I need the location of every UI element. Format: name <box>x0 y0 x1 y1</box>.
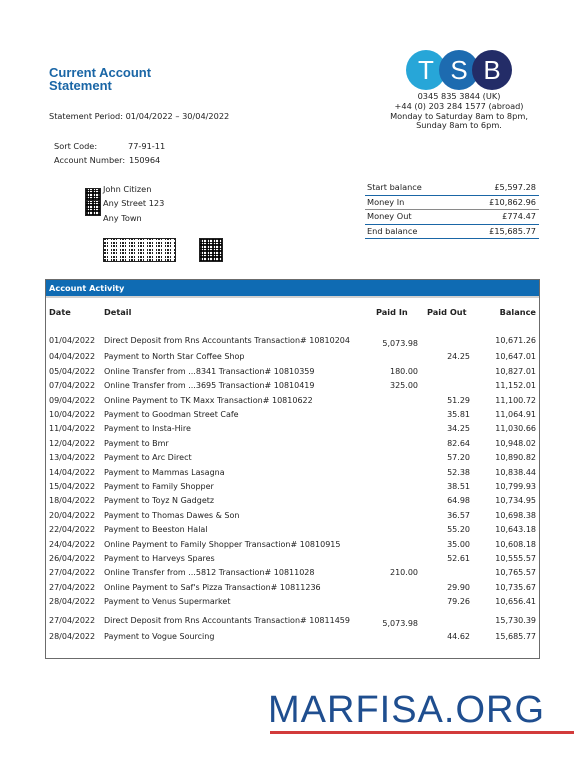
cell-balance: 10,838.44 <box>495 468 536 477</box>
cell-date: 05/04/2022 <box>49 367 96 376</box>
cell-date: 27/04/2022 <box>49 616 96 625</box>
contact-hours-weekday: Monday to Saturday 8am to 8pm, <box>390 110 528 121</box>
table-row <box>46 567 539 579</box>
cell-date: 10/04/2022 <box>49 410 96 419</box>
table-row <box>46 351 539 363</box>
cell-paid-in: 180.00 <box>390 367 418 376</box>
cell-date: 15/04/2022 <box>49 482 96 491</box>
cell-paid-out: 44.62 <box>447 632 470 641</box>
cell-detail: Online Payment to Family Shopper Transaction# 10810915 <box>104 540 341 549</box>
cell-detail: Payment to Beeston Halal <box>104 525 208 534</box>
cell-date: 12/04/2022 <box>49 439 96 448</box>
cell-balance: 10,734.95 <box>495 496 536 505</box>
cell-date: 13/04/2022 <box>49 453 96 462</box>
cell-paid-out: 36.57 <box>447 511 470 520</box>
cell-balance: 11,152.01 <box>495 381 536 390</box>
cell-paid-in: 210.00 <box>390 568 418 577</box>
cell-date: 01/04/2022 <box>49 336 96 345</box>
statement-title-line2: Statement <box>49 78 112 93</box>
summary-label: Money In <box>367 196 405 207</box>
cell-detail: Online Transfer from ...3695 Transaction# 10810419 <box>104 381 315 390</box>
table-row <box>46 524 539 536</box>
cell-date: 28/04/2022 <box>49 632 96 641</box>
cell-date: 18/04/2022 <box>49 496 96 505</box>
cell-paid-out: 52.38 <box>447 468 470 477</box>
table-row <box>46 615 539 627</box>
cell-balance: 10,948.02 <box>495 439 536 448</box>
cell-paid-out: 34.25 <box>447 424 470 433</box>
cell-detail: Payment to Arc Direct <box>104 453 192 462</box>
cell-date: 27/04/2022 <box>49 568 96 577</box>
cell-date: 11/04/2022 <box>49 424 96 433</box>
cell-balance: 10,608.18 <box>495 540 536 549</box>
cell-detail: Online Payment to TK Maxx Transaction# 10810622 <box>104 396 313 405</box>
customer-street: Any Street 123 <box>103 198 165 208</box>
statement-title <box>49 66 151 92</box>
cell-balance: 10,656.41 <box>495 597 536 606</box>
cell-detail: Online Transfer from ...5812 Transaction# 10811028 <box>104 568 315 577</box>
cell-detail: Payment to Family Shopper <box>104 482 214 491</box>
sort-code-value: 77-91-11 <box>128 141 166 151</box>
table-row <box>46 380 539 392</box>
tsb-logo <box>406 50 512 90</box>
watermark-text: MARFISA.ORG <box>268 689 546 731</box>
cell-date: 27/04/2022 <box>49 583 96 592</box>
customer-name: John Citizen <box>103 184 152 194</box>
cell-detail: Payment to Bmr <box>104 439 169 448</box>
cell-date: 22/04/2022 <box>49 525 96 534</box>
column-header-detail: Detail <box>104 307 132 317</box>
summary-row-start-balance <box>365 181 539 196</box>
cell-date: 24/04/2022 <box>49 540 96 549</box>
table-row <box>46 539 539 551</box>
cell-paid-out: 38.51 <box>447 482 470 491</box>
cell-detail: Direct Deposit from Rns Accountants Transaction# 10811459 <box>104 616 350 625</box>
qr-code-small-2 <box>85 200 101 216</box>
table-row <box>46 467 539 479</box>
table-row <box>46 438 539 450</box>
table-row <box>46 335 539 347</box>
cell-paid-in: 5,073.98 <box>382 339 418 348</box>
cell-balance: 10,890.82 <box>495 453 536 462</box>
cell-detail: Payment to Mammas Lasagna <box>104 468 225 477</box>
logo-letter-s: S <box>439 50 479 90</box>
cell-date: 26/04/2022 <box>49 554 96 563</box>
cell-balance: 11,064.91 <box>495 410 536 419</box>
cell-date: 14/04/2022 <box>49 468 96 477</box>
table-row <box>46 582 539 594</box>
account-activity-table <box>45 279 540 659</box>
customer-town: Any Town <box>103 213 142 223</box>
summary-label: Money Out <box>367 211 412 221</box>
bank-contact <box>372 92 546 131</box>
table-row <box>46 395 539 407</box>
cell-detail: Payment to North Star Coffee Shop <box>104 352 245 361</box>
cell-date: 09/04/2022 <box>49 396 96 405</box>
cell-paid-out: 35.81 <box>447 410 470 419</box>
cell-date: 20/04/2022 <box>49 511 96 520</box>
account-number-value: 150964 <box>129 155 161 165</box>
marfisa-watermark <box>268 690 574 730</box>
table-row <box>46 452 539 464</box>
table-row <box>46 423 539 435</box>
summary-row-money-in <box>365 196 539 211</box>
cell-balance: 10,799.93 <box>495 482 536 491</box>
cell-paid-in: 5,073.98 <box>382 619 418 628</box>
cell-date: 04/04/2022 <box>49 352 96 361</box>
cell-paid-out: 29.90 <box>447 583 470 592</box>
cell-detail: Payment to Thomas Dawes & Son <box>104 511 240 520</box>
summary-value: £774.47 <box>502 211 536 221</box>
heading-divider <box>46 296 539 298</box>
watermark-underline <box>270 731 574 734</box>
cell-balance: 10,555.57 <box>495 554 536 563</box>
summary-label: End balance <box>367 225 418 236</box>
table-row <box>46 366 539 378</box>
cell-balance: 15,730.39 <box>495 616 536 625</box>
statement-period: Statement Period: 01/04/2022 – 30/04/2022 <box>49 111 230 121</box>
column-header-paid-out: Paid Out <box>427 307 467 317</box>
summary-value: £5,597.28 <box>494 182 536 192</box>
logo-letter-t: T <box>406 50 446 90</box>
contact-phone-uk: 0345 835 3844 (UK) <box>417 91 501 101</box>
cell-paid-out: 55.20 <box>447 525 470 534</box>
cell-detail: Payment to Insta-Hire <box>104 424 191 433</box>
cell-detail: Direct Deposit from Rns Accountants Transaction# 10810204 <box>104 336 350 345</box>
cell-balance: 10,827.01 <box>495 367 536 376</box>
cell-detail: Payment to Goodman Street Cafe <box>104 410 239 419</box>
contact-hours-sunday: Sunday 8am to 6pm. <box>416 120 502 131</box>
cell-paid-out: 79.26 <box>447 597 470 606</box>
postal-barcode <box>103 238 176 262</box>
account-activity-heading: Account Activity <box>46 280 539 296</box>
cell-balance: 11,100.72 <box>495 396 536 405</box>
column-header-paid-in: Paid In <box>376 307 408 317</box>
cell-balance: 10,765.57 <box>495 568 536 577</box>
cell-paid-out: 82.64 <box>447 439 470 448</box>
cell-paid-out: 51.29 <box>447 396 470 405</box>
cell-balance: 10,647.01 <box>495 352 536 361</box>
cell-paid-out: 24.25 <box>447 352 470 361</box>
table-row <box>46 481 539 493</box>
cell-detail: Payment to Toyz N Gadgetz <box>104 496 215 505</box>
table-row <box>46 553 539 565</box>
cell-detail: Online Transfer from ...8341 Transaction# 10810359 <box>104 367 315 376</box>
cell-paid-out: 57.20 <box>447 453 470 462</box>
cell-detail: Payment to Venus Supermarket <box>104 597 231 606</box>
summary-value: £15,685.77 <box>489 225 536 236</box>
logo-letter-b: B <box>472 50 512 90</box>
cell-paid-out: 52.61 <box>447 554 470 563</box>
table-row <box>46 495 539 507</box>
cell-balance: 10,671.26 <box>495 336 536 345</box>
cell-balance: 11,030.66 <box>495 424 536 433</box>
account-number-label: Account Number: <box>54 155 126 165</box>
cell-date: 28/04/2022 <box>49 597 96 606</box>
table-row <box>46 596 539 608</box>
cell-paid-out: 35.00 <box>447 540 470 549</box>
cell-detail: Payment to Harveys Spares <box>104 554 215 563</box>
summary-value: £10,862.96 <box>489 196 536 207</box>
cell-date: 07/04/2022 <box>49 381 96 390</box>
balance-summary <box>365 181 539 239</box>
summary-label: Start balance <box>367 182 422 192</box>
statement-title-line1: Current Account <box>49 65 152 80</box>
cell-paid-in: 325.00 <box>390 381 418 390</box>
column-header-date: Date <box>49 307 71 317</box>
cell-balance: 10,643.18 <box>495 525 536 534</box>
cell-balance: 10,735.67 <box>495 583 536 592</box>
table-row <box>46 510 539 522</box>
cell-balance: 15,685.77 <box>495 632 536 641</box>
cell-paid-out: 64.98 <box>447 496 470 505</box>
cell-detail: Online Payment to Saf's Pizza Transaction# 10811236 <box>104 583 321 592</box>
column-header-balance: Balance <box>499 307 536 317</box>
summary-row-end-balance <box>365 225 539 240</box>
cell-balance: 10,698.38 <box>495 511 536 520</box>
contact-phone-abroad: +44 (0) 203 284 1577 (abroad) <box>394 100 524 111</box>
sort-code-label: Sort Code: <box>54 141 98 151</box>
qr-code-large <box>199 238 223 262</box>
summary-row-money-out <box>365 210 539 225</box>
cell-detail: Payment to Vogue Sourcing <box>104 632 215 641</box>
table-row <box>46 409 539 421</box>
table-row <box>46 631 539 643</box>
